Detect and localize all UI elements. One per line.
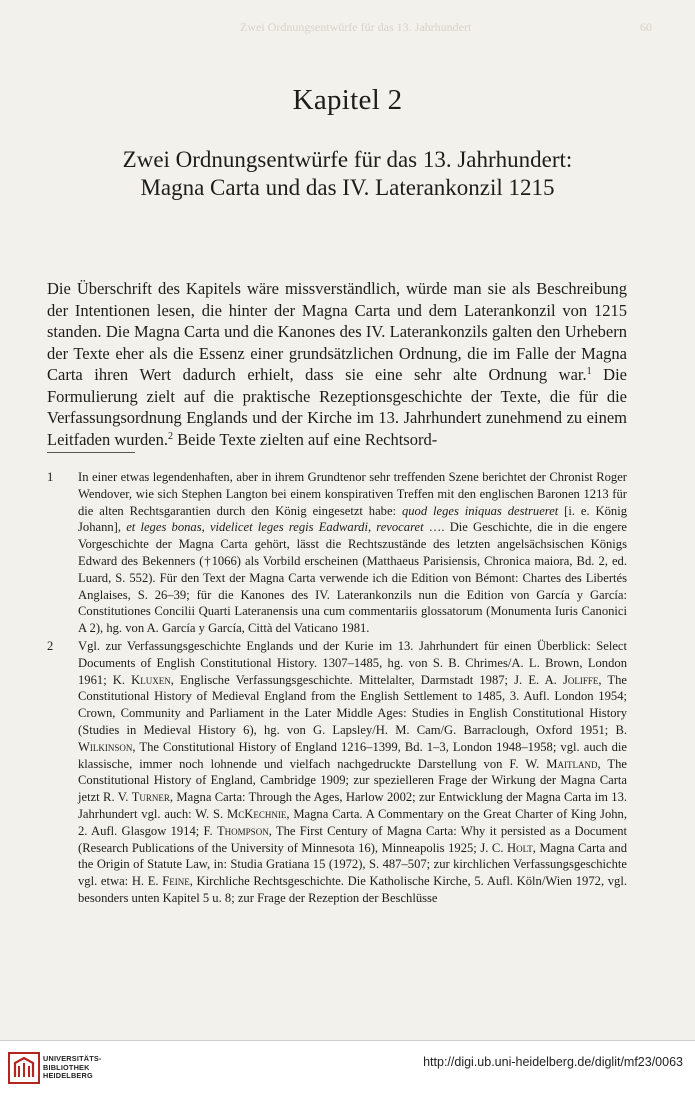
subtitle-line-2: Magna Carta und das IV. Laterankonzil 1215 — [140, 175, 555, 200]
footnote-2: 2 Vgl. zur Verfassungsgeschichte Englands und der Kurie im 13. Jahrhundert für einen Überblick: Select Documents of English Constitutional History. 1307–1485, hg. von S. B. Chrimes/A. L. Brown, London 1961; K. Kluxen, Englische Verfassungsgeschichte. Mittelalter, Darmstadt 1987; J. E. A. Joliffe, The Constitutional History of Medieval England from the English Settlement to 1485, 3. Aufl. London 1954; Crown, Community and Parliament in the Later Middle Ages: Studies in English Constitutional History (Studies in Medieval History 6), hg. von G. Lapsley/H. M. Cam/G. Barraclough, Oxford 1951; B. Wilkinson, The Constitutional History of England 1216–1399, Bd. 1–3, London 1948–1958; vgl. auch die klassische, immer noch lohnende und vielfach nachgedruckte Darstellung von F. W. Maitland, The Constitutional History of England, Cambridge 1909; zur spezielleren Frage der Wirkung der Magna Carta jetzt R. V. Turner, Magna Carta: Through the Ages, Harlow 2002; zur Entwicklung der Magna Carta im 13. Jahrhundert vgl. auch: W. S. McKechnie, Magna Carta. A Commentary on the Great Charter of King John, 2. Aufl. Glasgow 1914; F. Thompson, The First Century of Magna Carta: Why it persisted as a Document (Research Publications of the University of Minnesota 16), Minneapolis 1925; J. C. Holt, Magna Carta and the Origin of Statute Law, in: Studia Gratiana 15 (1972), S. 487–507; zur kirchlichen Verfassungsgeschichte vgl. etwa: H. E. Feine, Kirchliche Rechtsgeschichte. Die Katholische Kirche, 5. Aufl. Köln/Wien 1972, vgl. besonders unten Kapitel 5 u. 8; zur Frage der Rezeption der Beschlüsse — [47, 638, 628, 905]
footnote-separator — [47, 452, 135, 453]
institution-name: UNIVERSITÄTS- BIBLIOTHEK HEIDELBERG — [43, 1054, 102, 1080]
footnotes — [47, 469, 627, 907]
chapter-subtitle — [60, 146, 635, 202]
chapter-title: Kapitel 2 — [292, 84, 403, 116]
bleed-through-header: Zwei Ordnungsentwürfe für das 13. Jahrhundert — [240, 20, 472, 34]
page-url[interactable]: http://digi.ub.uni-heidelberg.de/diglit/mf23/0063 — [423, 1055, 683, 1069]
body-paragraph: Die Überschrift des Kapitels wäre missverständlich, würde man sie als Beschreibung der Intentionen lesen, die hinter der Magna Carta und dem Laterankonzil von 1215 standen. Die Magna Carta und die Kanones des IV. Laterankonzils galten den Urhebern der Texte eher als die Essenz einer grundsätzlichen Ordnung, die im Falle der Magna Carta ihren Wert dadurch erhielt, dass sie eine sehr alte Ordnung war.$^1$ Die Formulierung zielt auf die praktische Rezeptionsgeschichte der Texte, die für die Verfassungsordnung Englands und der Kirche im 13. Jahrhundert zunehmend zu einem Leitfaden wurden.$^2$ Beide Texte zielten auf eine Rechtsord- — [47, 279, 628, 449]
footnote-ref-1[interactable]: 1 — [586, 366, 592, 377]
footnote-number: 2 — [47, 638, 54, 653]
viewer-footer — [0, 1040, 695, 1096]
body-text — [47, 278, 627, 450]
footnote-ref-2[interactable]: 2 — [167, 430, 173, 442]
footnote-1: 1 In einer etwas legendenhaften, aber in ihrem Grundtenor sehr treffenden Szene berichtet der Chronist Roger Wendover, wie sich Stephen Langton bei einem konspirativen Treffen mit den englischen Baronen 1213 für die alten Rechtsgarantien durch den König eingesetzt habe: quod leges iniquas destrueret [i. e. König Johann], et leges bonas, videlicet leges regis Eadwardi, revocaret …. Die Geschichte, die in die engere Vorgeschichte der Magna Carta gehört, lässt die Rechtszustände des letzten angelsächsischen Königs Edward des Bekenners (†1066) als Vorbild erscheinen (Matthaeus Parisiensis, Chronica maiora, Bd. 2, ed. Luard, S. 552). Für den Text der Magna Carta verwende ich die Edition von Bémont: Chartes des Libertés Anglaises, S. 26–39; für die Kanones des IV. Laterankonzils nun die Edition von García y García: Constitutiones Concilii Quarti Lateranensis una cum commentariis glossatorum (Monumenta Iuris Canonici A 2), hg. von A. García y García, Città del Vaticano 1981. — [47, 470, 627, 636]
subtitle-line-1: Zwei Ordnungsentwürfe für das 13. Jahrhundert: — [122, 147, 573, 172]
bleed-through-page-number: 60 — [640, 20, 652, 34]
footnote-number: 1 — [47, 470, 54, 484]
ub-heidelberg-logo-icon[interactable] — [8, 1052, 40, 1084]
bleed-through-text — [240, 20, 670, 35]
